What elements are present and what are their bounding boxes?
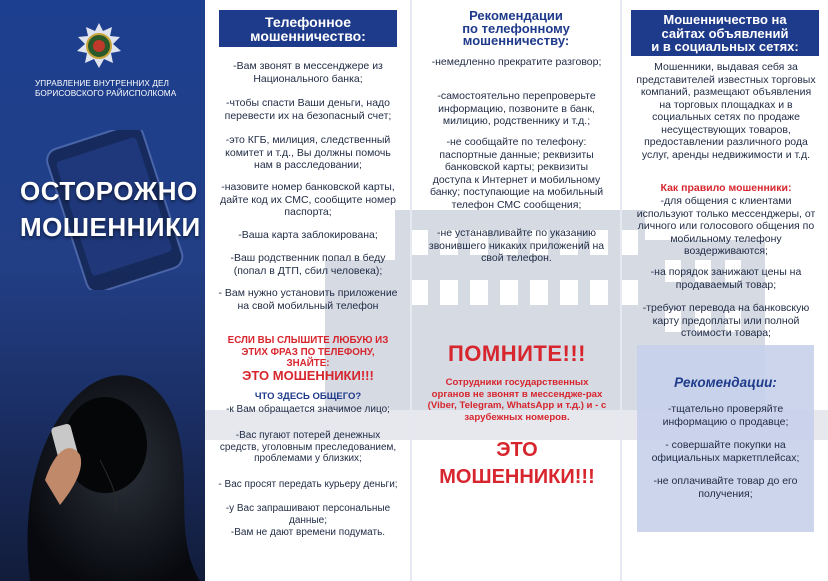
cover-panel xyxy=(0,0,205,581)
list-item: -Вас пугают потерей денежных средств, уголовным преследованием, проблемами у близких; xyxy=(219,430,397,464)
panel2-title: Рекомендации по телефонному мошенничеству: xyxy=(462,8,570,48)
alert-big: ЭТО МОШЕННИКИ!!! xyxy=(242,368,374,383)
recommendations-box xyxy=(637,345,814,532)
common-title: ЧТО ЗДЕСЬ ОБЩЕГО? xyxy=(254,391,362,402)
recommendations-panel xyxy=(412,0,620,581)
list-item: -назовите номер банковской карты, дайте код их СМС, сообщите номер паспорта; xyxy=(220,181,396,218)
list-item: -Вам не дают времени подумать. xyxy=(230,527,386,538)
police-emblem-icon xyxy=(75,22,123,70)
list-item: -Ваша карта заблокирована; xyxy=(238,229,378,241)
list-item: - Вам нужно установить приложение на свой мобильный телефон xyxy=(218,287,398,312)
list-item: -требуют перевода на банковскую карту предоплаты или полной стоимости товара; xyxy=(642,302,810,339)
list-item: -самостоятельно перепроверьте информацию, позвоните в банк, милицию, родственнику и т.д.; xyxy=(437,90,596,127)
remember-heading: ПОМНИТЕ!!! xyxy=(447,341,587,366)
list-item: -у Вас запрашивают персональные данные; xyxy=(225,503,391,526)
smartphone-icon xyxy=(30,130,190,290)
hooded-figure-image xyxy=(0,330,205,581)
warning-line1: ОСТОРОЖНО xyxy=(20,176,198,206)
list-item: -для общения с клиентами используют только мессенджеры, от личного или голосового общения по мобильному телефону воздерживаются; xyxy=(636,195,816,257)
fraudsters-text: МОШЕННИКИ!!! xyxy=(439,466,595,488)
alert-text: ЕСЛИ ВЫ СЛЫШИТЕ ЛЮБУЮ ИЗ ЭТИХ ФРАЗ ПО ТЕЛЕФОНУ, ЗНАЙТЕ: xyxy=(227,335,389,369)
list-item: -не сообщайте по телефону: паспортные данные; реквизиты банковской карты; реквизиты доступа к Интернет и мобильному банку; поступающие на мобильный телефон СМС сообщения; xyxy=(429,136,604,211)
list-item: - Вас просят передать курьеру деньги; xyxy=(218,479,398,490)
list-item: - совершайте покупки на официальных маркетплейсах; xyxy=(651,439,800,464)
list-item: -не оплачивайте товар до его получения; xyxy=(653,475,798,500)
list-item: -чтобы спасти Ваши деньги, надо перевести их на безопасный счет; xyxy=(224,97,392,122)
panel1-title: Телефонное мошенничество: xyxy=(219,10,397,47)
panel3-title: Мошенничество на сайтах объявлений и в социальных сетях: xyxy=(631,10,819,56)
list-item: -Вам звонят в мессенджере из Национального банка; xyxy=(233,60,383,85)
list-item: -Ваш родственник попал в беду (попал в ДТП, сбил человека); xyxy=(230,252,386,277)
list-item: -немедленно прекратите разговор; xyxy=(431,56,602,68)
warning-line2: МОШЕННИКИ xyxy=(20,212,201,242)
list-item: -к Вам обращается значимое лицо; xyxy=(226,404,390,415)
list-item: -на порядок занижают цены на продаваемый товар; xyxy=(650,266,802,291)
rule-title: Как правило мошенники: xyxy=(660,182,792,194)
org-name: УПРАВЛЕНИЕ ВНУТРЕННИХ ДЕЛ БОРИСОВСКОГО РАЙИСПОЛКОМА xyxy=(35,79,177,98)
remember-text: Сотрудники государственных органов не звонят в мессендже-рах (Viber, Telegram, WhatsApp и т.д.) и - с зарубежных номеров. xyxy=(427,377,607,423)
online-fraud-panel xyxy=(622,0,828,581)
intro-text: Мошенники, выдавая себя за представителей известных торговых компаний, размещают объявления на торговых площадках и в социальных сетях по продаже несуществующих товаров, предоставлении различного рода услуг, аренды недвижимости и т.д. xyxy=(636,61,816,161)
rec-title: Рекомендации: xyxy=(674,375,777,390)
list-item: -не устанавливайте по указанию звонившего никаких приложений на свой телефон. xyxy=(428,227,605,264)
list-item: -тщательно проверяйте информацию о продавце; xyxy=(662,403,789,428)
phone-fraud-panel xyxy=(205,0,410,581)
list-item: -это КГБ, милиция, следственный комитет и т.д., Вы должны помочь нам в расследовании; xyxy=(225,134,391,171)
eto-text: ЭТО xyxy=(496,439,538,461)
